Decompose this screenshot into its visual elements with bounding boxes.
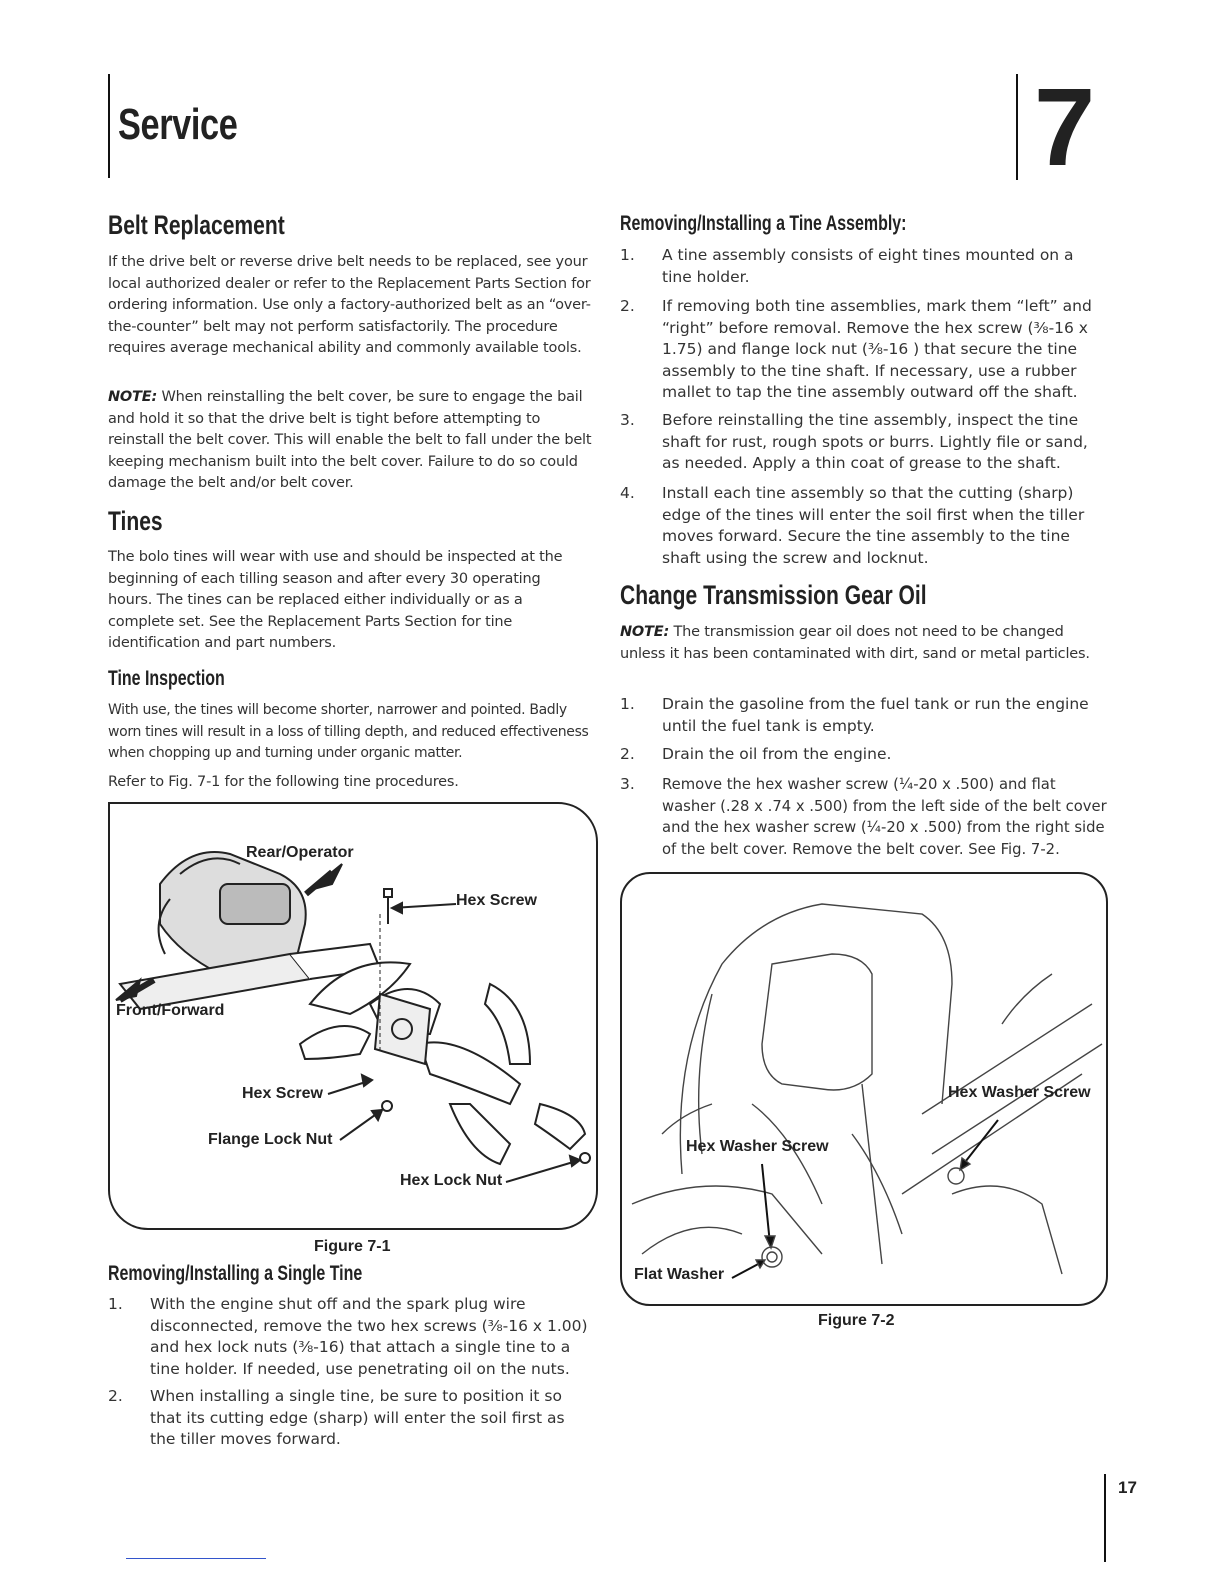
item-text: Before reinstalling the tine assembly, inspect the tine shaft for rust, rough spots or burrs. Lightly file or sand, as needed. Apply a thin coat of grease to the shaft. [662,411,1088,472]
tine-inspection-refer: Refer to Fig. 7-1 for the following tine procedures. [108,774,459,790]
label-hex-screw-top: Hex Screw [456,892,537,909]
tine-assembly-heading: Removing/Installing a Tine Assembly: [620,212,907,235]
gear-oil-note [620,622,1100,665]
tine-assembly-item-1 [620,245,1110,289]
label-front-forward: Front/Forward [116,1002,225,1019]
tine-assembly-item-3 [620,410,1110,476]
item-text: When installing a single tine, be sure to position it so that its cutting edge (sharp) will enter the soil first as the tiller moves forward. [150,1387,565,1448]
note-text: When reinstalling the belt cover, be sure to engage the bail and hold it so that the drive belt is tight before attempting to reinstall the belt cover. This will enable the belt to fall under the belt keeping mechanism built into the belt cover. Failure to do so could damage the belt and/or belt cover. [108,389,592,491]
figure-7-1-caption: Figure 7-1 [314,1238,391,1255]
item-number: 2. [108,1387,123,1405]
label-hex-lock-nut: Hex Lock Nut [400,1172,503,1189]
page-title: Service [118,100,238,149]
item-number: 2. [620,297,635,315]
item-number: 1. [108,1295,123,1313]
footer-underline [126,1558,266,1559]
item-text: With the engine shut off and the spark plug wire disconnected, remove the two hex screws (⅜-16 x 1.00) and hex lock nuts (⅜-16) that attach a single tine to a tine holder. If needed, use penetrating oil on the nuts. [150,1295,588,1378]
tine-assembly-item-4 [620,483,1110,573]
tine-inspection-heading: Tine Inspection [108,667,225,690]
tine-assembly-item-2 [620,296,1110,406]
item-text: A tine assembly consists of eight tines mounted on a tine holder. [662,246,1074,286]
belt-note [108,387,598,495]
item-number: 4. [620,484,635,502]
note-label: NOTE: [620,624,670,640]
item-number: 3. [620,411,635,429]
figure-7-2 [620,872,1108,1306]
footer-rule [1104,1474,1106,1562]
tine-inspection-paragraph: With use, the tines will become shorter, narrower and pointed. Badly worn tines will result in a loss of tilling depth, and reduced effectiveness when chopping up and turning under organic matter. [108,702,589,761]
item-text: If removing both tine assemblies, mark them “left” and “right” before removal. Remove the hex screw (⅜-16 x 1.75) and flange lock nut (⅜-16 ) that secure the tine assembly to the tine shaft. If necessary, use a rubber mallet to tap the tine assembly outward off the shaft. [662,297,1092,401]
belt-replacement-paragraph: If the drive belt or reverse drive belt needs to be replaced, see your local authorized dealer or refer to the Replacement Parts Section for ordering information. Use only a factory-authorized belt as an “over- the-counter” belt may not perform satisfactorily. The procedure requires average mechanical ability and commonly available tools. [108,254,591,356]
gear-oil-item-2 [620,744,1110,766]
belt-replacement-heading: Belt Replacement [108,210,285,240]
label-rear-operator: Rear/Operator [246,844,354,861]
gear-oil-item-3 [620,774,1110,864]
item-text: Install each tine assembly so that the cutting (sharp) edge of the tines will enter the soil first when the tiller moves forward. Secure the tine assembly to the tine shaft using the screw and locknut. [662,484,1085,567]
item-text: Drain the gasoline from the fuel tank or run the engine until the fuel tank is empty. [662,695,1089,735]
item-text: Remove the hex washer screw (¼-20 x .500) and flat washer (.28 x .74 x .500) from the left side of the belt cover and the hex washer screw (¼-20 x .500) from the right side of the belt cover. Remove the belt cover. See Fig. 7-2. [662,776,1107,858]
header-rule-left [108,74,110,178]
single-tine-item-2 [108,1386,588,1456]
chapter-number: 7 [1034,66,1096,189]
tines-paragraph: The bolo tines will wear with use and should be inspected at the beginning of each tilling season and after every 30 operating hours. The tines can be replaced either individually or as a complete set. See the Replacement Parts Section for tine identification and part numbers. [108,549,563,651]
item-number: 3. [620,775,635,793]
note-label: NOTE: [108,389,158,405]
single-tine-item-1 [108,1294,588,1384]
tines-heading: Tines [108,506,163,536]
gear-oil-item-1 [620,694,1110,738]
figure-7-1 [108,802,598,1230]
item-text: Drain the oil from the engine. [662,745,892,763]
page-number: 17 [1118,1478,1137,1497]
header-rule-right [1016,74,1018,180]
label-hex-washer-screw-right: Hex Washer Screw [948,1084,1091,1101]
gear-oil-heading: Change Transmission Gear Oil [620,580,927,610]
item-number: 1. [620,246,635,264]
label-flat-washer: Flat Washer [634,1266,725,1283]
label-hex-screw: Hex Screw [242,1085,323,1102]
figure-7-2-caption: Figure 7-2 [818,1312,895,1329]
note-text: The transmission gear oil does not need to be changed unless it has been contaminated with dirt, sand or metal particles. [620,624,1090,662]
label-hex-washer-screw-left: Hex Washer Screw [686,1138,829,1155]
single-tine-heading: Removing/Installing a Single Tine [108,1262,363,1285]
item-number: 2. [620,745,635,763]
label-flange-lock-nut: Flange Lock Nut [208,1131,333,1148]
item-number: 1. [620,695,635,713]
